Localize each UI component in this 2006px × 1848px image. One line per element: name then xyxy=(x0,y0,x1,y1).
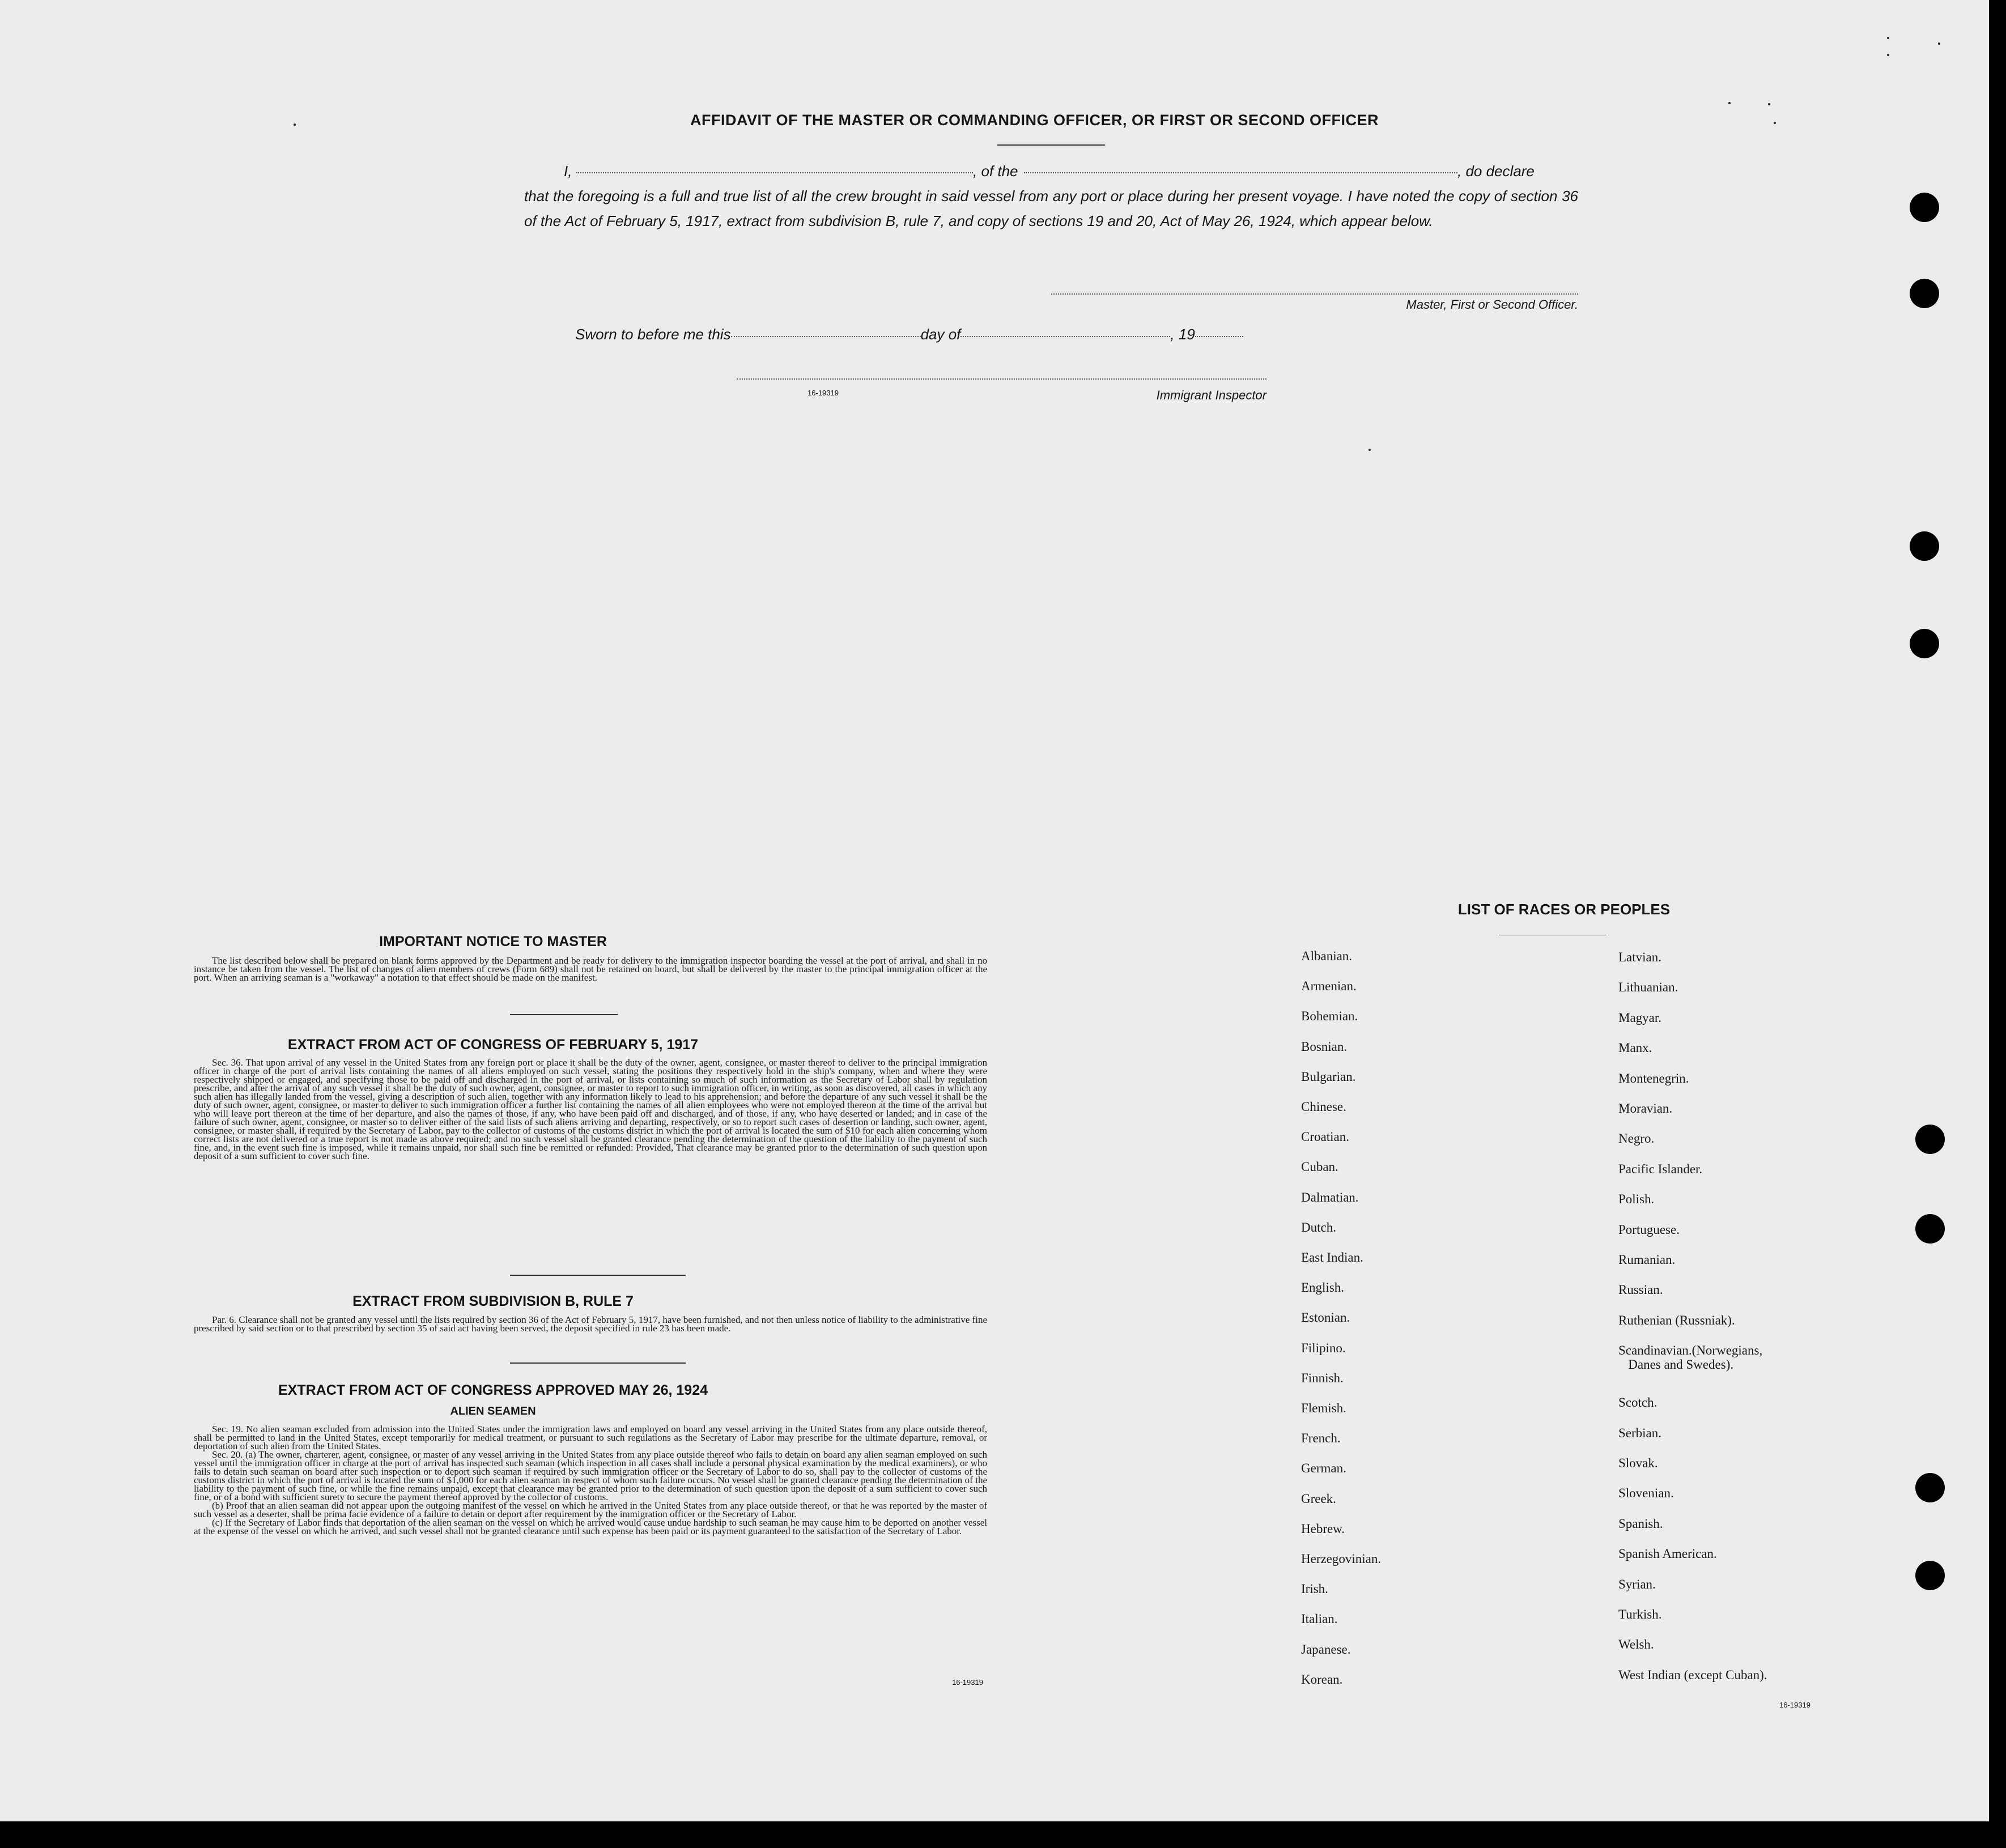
declaration-body: that the foregoing is a full and true list of all the crew brought in said vessel from any port or place during her present voyage. I have noted the copy of section 36 of the Act of February 5, 1917, extract from subdivision B, rule 7, and copy of sections 19 and 20, Act of May 26, 1924, which appear below. xyxy=(524,188,1578,229)
race-item: West Indian (except Cuban). xyxy=(1618,1667,1767,1682)
notice-text xyxy=(194,956,987,982)
declaration-of-the: , of the xyxy=(973,163,1018,180)
notice-paragraph: The list described below shall be prepared on blank forms approved by the Department and be ready for delivery to the immigration inspector boarding the vessel at the port of arrival, and shall in no instance be taken from the vessel. The list of changes of alien members of crews (Form 689) shall not be retained on board, but shall be delivered by the master to the principal immigration officer at the port. When an arriving seaman is a "workaway" a notation to that effect should be made on the manifest. xyxy=(194,955,987,983)
race-item: Manx. xyxy=(1618,1041,1652,1055)
extract-1917-paragraph: Sec. 36. That upon arrival of any vessel in the United States from any foreign port or place it shall be the duty of the owner, agent, consignee, or master thereof to deliver to the principal immigration officer in charge of the port of arrival lists containing the names of all aliens employed on such vessel, stating the positions they respectively hold in the ship's company, when and where they were respectively shipped or engaged, and specifying those to be paid off and discharged in the port of arrival, or lists containing so much of such information as the Secretary of Labor shall by regulation prescribe, and after the arrival of any such vessel it shall be the duty of such owner, agent, consignee, or master to report to such immigration officer, in writing, as soon as discovered, all cases in which any such alien has illegally landed from the vessel, giving a description of such alien, together with any information likely to lead to his apprehension; and before the departure of any such vessel it shall be the duty of such owner, agent, consignee, or master to deliver to such immigration officer a further list containing the names of all alien employees who were not employed thereon at the time of the arrival but who will leave port thereon at the time of her departure, and also the names of those, if any, who have been paid off and discharged, and of those, if any, who have deserted or landed; and in case of the failure of such owner, agent, consignee, or master so to deliver either of the said lists of such aliens arriving and departing, respectively, or so to report such cases of desertion or landing, such owner, agent, consignee, or master shall, if required by the Secretary of Labor, pay to the collector of customs of the customs district in which the port of arrival is located the sum of $10 for each alien concerning whom correct lists are not delivered or a true report is not made as above required; and no such vessel shall be granted clearance pending the determination of the question of the liability to the payment of such fine, and, in the event such fine is imposed, while it remains unpaid, nor shall such fine be remitted or refunded: Provided, That clearance may be granted prior to the determination of such question upon deposit of a sum sufficient to cover such fine. xyxy=(194,1057,987,1161)
race-item: Pacific Islander. xyxy=(1618,1161,1703,1176)
divider xyxy=(510,1014,618,1015)
race-item: Negro. xyxy=(1618,1131,1655,1146)
punch-hole xyxy=(1910,279,1939,308)
race-item: Albanian. xyxy=(1301,949,1353,963)
declaration-do-declare: , do declare xyxy=(1457,163,1535,180)
declaration-first-line xyxy=(524,159,1578,184)
race-item: East Indian. xyxy=(1301,1250,1363,1264)
rule7-title: EXTRACT FROM SUBDIVISION B, RULE 7 xyxy=(352,1293,634,1309)
race-item: Herzegovinian. xyxy=(1301,1552,1382,1566)
declaration xyxy=(524,159,1578,233)
race-item: Scandinavian.(Norwegians, Danes and Swedes). xyxy=(1618,1343,1763,1372)
speck xyxy=(1368,449,1371,451)
sworn-text: Sworn to before me this xyxy=(575,326,731,343)
race-item: Flemish. xyxy=(1301,1401,1346,1415)
inspector-label: Immigrant Inspector xyxy=(1156,388,1266,402)
race-item: Bohemian. xyxy=(1301,1009,1358,1024)
race-item: Latvian. xyxy=(1618,950,1661,964)
day-of-text: day of xyxy=(920,326,961,343)
race-item: Cuban. xyxy=(1301,1160,1338,1174)
race-item: Filipino. xyxy=(1301,1340,1346,1355)
race-item: Lithuanian. xyxy=(1618,980,1678,995)
punch-hole xyxy=(1910,193,1939,222)
divider xyxy=(510,1275,686,1276)
race-item: Armenian. xyxy=(1301,979,1357,994)
sec20a-paragraph: Sec. 20. (a) The owner, charterer, agent, consignee, or master of any vessel arriving in the United States from any place outside thereof who fails to detain on board any alien seaman employed on such vessel until the immigration officer in charge at the port of arrival has inspected such seaman (which inspection in all cases shall include a personal physical examination by the medical examiners), or who fails to detain such seaman on board after such inspection or to deport such seaman if required by such immigration officer or the Secretary of Labor to do so, shall pay to the collector of customs of the customs district in which the port of arrival is located the sum of $1,000 for each alien seaman in respect of whom such failure occurs. No vessel shall be granted clearance pending the determination of the liability to the payment of such fine, or while the fine remains unpaid, except that clearance may be granted prior to the determination of such question upon the deposit of a sum sufficient to cover such fine, or of a bond with sufficient surety to secure the payment thereof approved by the collector of customs. xyxy=(194,1449,987,1502)
punch-hole xyxy=(1910,531,1939,561)
punch-hole xyxy=(1915,1125,1945,1154)
sworn-line xyxy=(575,326,1243,343)
race-item: Moravian. xyxy=(1618,1101,1673,1115)
race-item: Bosnian. xyxy=(1301,1039,1348,1054)
form-code: 16-19319 xyxy=(808,389,839,397)
speck xyxy=(1774,122,1776,124)
year-prefix: , 19 xyxy=(1170,326,1195,343)
month-field[interactable] xyxy=(960,336,1170,337)
speck xyxy=(1938,42,1940,45)
signature-label: Master, First or Second Officer. xyxy=(1406,297,1578,312)
race-item: Dalmatian. xyxy=(1301,1190,1359,1204)
extract-1924-subtitle: ALIEN SEAMEN xyxy=(450,1405,536,1417)
race-item: Slovak. xyxy=(1618,1456,1658,1470)
extract-1924-title: EXTRACT FROM ACT OF CONGRESS APPROVED MAY 26, 1924 xyxy=(278,1382,708,1398)
race-item: Bulgarian. xyxy=(1301,1069,1356,1084)
race-item: Hebrew. xyxy=(1301,1521,1345,1536)
race-item: Chinese. xyxy=(1301,1100,1346,1114)
speck xyxy=(1728,102,1731,104)
signature-field[interactable] xyxy=(1051,293,1578,295)
punch-hole xyxy=(1915,1214,1945,1244)
speck xyxy=(1887,37,1889,39)
sec19-paragraph: Sec. 19. No alien seaman excluded from admission into the United States under the immigration laws and employed on board any vessel arriving in the United States from any place outside thereof, shall be permitted to land in the United States, except temporarily for medical treatment, or pursuant to such regulations as the Secretary of Labor may prescribe for the ultimate departure, removal, or deportation of such alien from the United States. xyxy=(194,1424,987,1451)
race-item: Rumanian. xyxy=(1618,1253,1676,1267)
race-item: Portuguese. xyxy=(1618,1222,1680,1237)
rule7-text xyxy=(194,1315,987,1332)
race-item: Scotch. xyxy=(1618,1395,1658,1410)
race-item: Dutch. xyxy=(1301,1220,1336,1234)
race-item: Estonian. xyxy=(1301,1310,1350,1325)
punch-hole xyxy=(1915,1561,1945,1590)
race-item: Spanish American. xyxy=(1618,1547,1717,1561)
race-item: Russian. xyxy=(1618,1283,1663,1297)
race-item: Greek. xyxy=(1301,1491,1336,1506)
form-code: 16-19319 xyxy=(1779,1701,1810,1709)
race-item: Croatian. xyxy=(1301,1130,1349,1144)
sec20c-paragraph: (c) If the Secretary of Labor finds that deportation of the alien seaman on the vessel on which he arrived would cause undue hardship to such seaman he may cause him to be deported on another vessel at the expense of the vessel on which he arrived, and such vessel shall not be granted clearance until such expense has been paid or its payment guaranteed to the satisfaction of the Secretary of Labor. xyxy=(194,1517,987,1536)
race-item: Ruthenian (Russniak). xyxy=(1618,1313,1735,1327)
sec20b-paragraph: (b) Proof that an alien seaman did not appear upon the outgoing manifest of the vessel on which he arrived in the United States from any place outside thereof, or that he was reported by the master of such vessel as a deserter, shall be prima facie evidence of a failure to detain or deport after requirement by the immigration officer or the Secretary of Labor. xyxy=(194,1500,987,1519)
race-item: Turkish. xyxy=(1618,1607,1662,1621)
vessel-field[interactable] xyxy=(1024,172,1457,173)
race-item: Polish. xyxy=(1618,1192,1655,1207)
race-item: Finnish. xyxy=(1301,1370,1344,1385)
divider xyxy=(997,144,1105,146)
declaration-i: I, xyxy=(564,163,572,180)
race-item: French. xyxy=(1301,1431,1341,1446)
race-item: Italian. xyxy=(1301,1612,1338,1626)
races-title: LIST OF RACES OR PEOPLES xyxy=(1457,901,1671,918)
punch-hole xyxy=(1915,1473,1945,1502)
extract-1917-title: EXTRACT FROM ACT OF CONGRESS OF FEBRUARY 5, 1917 xyxy=(287,1037,699,1053)
race-item: Japanese. xyxy=(1301,1642,1351,1657)
form-code: 16-19319 xyxy=(952,1678,983,1687)
race-item: German. xyxy=(1301,1461,1346,1476)
race-item: English. xyxy=(1301,1280,1345,1295)
rule7-paragraph: Par. 6. Clearance shall not be granted any vessel until the lists required by section 36 of the Act of February 5, 1917, have been furnished, and not then unless notice of liability to the administrative fine prescribed by said section or to that prescribed by section 35 of said act having been served, the deposit specified in rule 23 has been made. xyxy=(194,1314,987,1334)
speck xyxy=(1887,54,1889,56)
notice-title: IMPORTANT NOTICE TO MASTER xyxy=(379,934,607,949)
punch-hole xyxy=(1910,629,1939,658)
race-item: Korean. xyxy=(1301,1672,1343,1687)
year-field[interactable] xyxy=(1195,336,1243,337)
race-item: Spanish. xyxy=(1618,1516,1663,1531)
extract-1917-text xyxy=(194,1058,987,1160)
speck xyxy=(1768,103,1770,105)
race-item: Welsh. xyxy=(1618,1637,1654,1652)
name-field[interactable] xyxy=(576,172,973,173)
race-item: Slovenian. xyxy=(1618,1486,1674,1501)
divider xyxy=(510,1362,686,1364)
race-item: Syrian. xyxy=(1618,1577,1656,1591)
race-item: Magyar. xyxy=(1618,1010,1662,1025)
race-item: Montenegrin. xyxy=(1618,1071,1689,1085)
speck xyxy=(294,124,296,126)
affidavit-title: AFFIDAVIT OF THE MASTER OR COMMANDING OFFICER, OR FIRST OR SECOND OFFICER xyxy=(690,112,1379,129)
race-item: Irish. xyxy=(1301,1582,1328,1596)
race-item: Serbian. xyxy=(1618,1425,1662,1440)
day-field[interactable] xyxy=(731,336,921,337)
extract-1924-text xyxy=(194,1425,987,1535)
inspector-signature-field[interactable] xyxy=(737,378,1266,380)
